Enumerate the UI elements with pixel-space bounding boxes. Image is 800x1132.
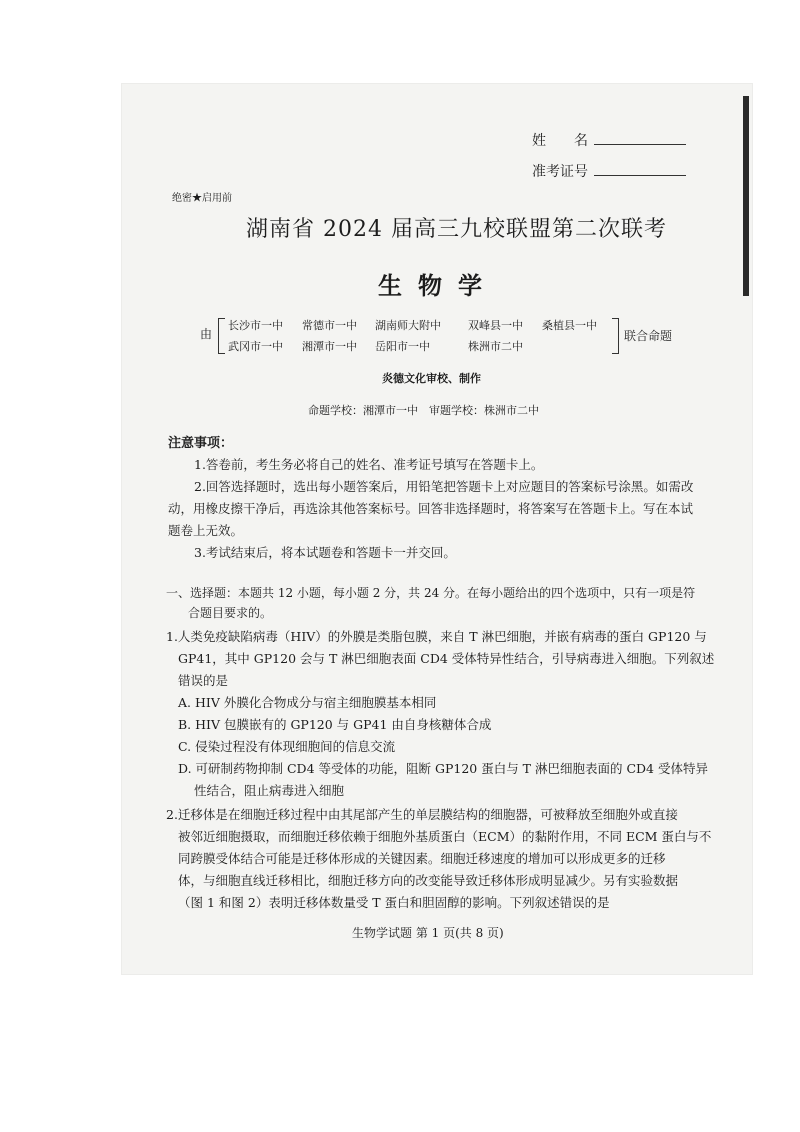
q2-stem-4: 体，与细胞直线迁移相比，细胞迁移方向的改变能导致迁移体形成明显减少。另有实验数据 [178,873,679,888]
school-brace-right [612,318,619,354]
subject-title: 生物学 [378,271,498,300]
secret-mark: 绝密★启用前 [172,193,232,204]
school-5: 桑植县一中 [542,319,597,332]
exam-id-field [532,161,686,181]
q1-option-d-cont: 性结合，阻止病毒进入细胞 [194,783,345,798]
joint-label: 联合命题 [624,329,673,343]
name-field [532,130,686,150]
q1-option-a: A. HIV 外膜化合物成分与宿主细胞膜基本相同 [178,695,437,710]
makers-line: 命题学校：湘潭市一中 审题学校：株洲市二中 [308,404,539,417]
notice-heading: 注意事项： [168,436,234,451]
by-label: 由 [200,327,213,341]
section1-heading: 一、选择题：本题共 12 小题，每小题 2 分，共 24 分。在每小题给出的四个选项中，只有一项是符 [166,586,696,600]
q1-option-b: B. HIV 包膜嵌有的 GP120 与 GP41 由自身核糖体合成 [178,717,492,732]
q1-stem-3: 错误的是 [178,673,229,688]
school-1: 长沙市一中 [228,319,283,332]
exam-title: 湖南省 2024 届高三九校联盟第二次联考 [246,217,667,242]
name-line [594,130,686,145]
scan-edge-shadow [743,96,749,296]
notice-item-2: 2.回答选择题时，选出每小题答案后，用铅笔把答题卡上对应题目的答案标号涂黑。如需改 [194,479,694,494]
notice-item-3: 3.考试结束后，将本试题卷和答题卡一并交回。 [194,545,456,560]
exam-id-line [594,161,686,176]
exam-id-label: 准考证号 [532,164,588,180]
q1-stem-2: GP41，其中 GP120 会与 T 淋巴细胞表面 CD4 受体特异性结合，引导病毒进入细胞。下列叙述 [178,651,715,666]
school-7: 湘潭市一中 [302,340,357,353]
notice-item-2-cont: 动，用橡皮擦干净后，再选涂其他答案标号。回答非选择题时，将答案写在答题卡上。写在本试 [168,501,694,516]
notice-item-1: 1.答卷前，考生务必将自己的姓名、准考证号填写在答题卡上。 [194,457,544,472]
school-9: 株洲市二中 [468,340,523,353]
school-2: 常德市一中 [302,319,357,332]
section1-heading-cont: 合题目要求的。 [188,606,273,620]
school-brace-left [218,318,225,354]
school-3: 湖南师大附中 [375,319,441,332]
page-footer: 生物学试题 第 1 页(共 8 页) [352,926,504,940]
name-label: 姓 名 [532,133,588,149]
notice-item-2-end: 题卷上无效。 [168,523,244,538]
q2-stem-3: 同跨膜受体结合可能是迁移体形成的关键因素。细胞迁移速度的增加可以形成更多的迁移 [178,851,666,866]
q2-stem-5: （图 1 和图 2）表明迁移体数量受 T 蛋白和胆固醇的影响。下列叙述错误的是 [178,895,610,910]
q2-stem-2: 被邻近细胞摄取，而细胞迁移依赖于细胞外基质蛋白（ECM）的黏附作用，不同 ECM 蛋白与不 [178,829,712,844]
q1-option-c: C. 侵染过程没有体现细胞间的信息交流 [178,739,396,754]
producer-line: 炎德文化审校、制作 [382,372,481,385]
q2-stem-1: 2.迁移体是在细胞迁移过程中由其尾部产生的单层膜结构的细胞器，可被释放至细胞外或直接 [166,807,678,822]
school-8: 岳阳市一中 [375,340,430,353]
q1-option-d: D. 可研制药物抑制 CD4 等受体的功能，阻断 GP120 蛋白与 T 淋巴细胞表面的 CD4 受体特异 [178,761,708,776]
q1-stem-1: 1.人类免疫缺陷病毒（HIV）的外膜是类脂包膜，来自 T 淋巴细胞，并嵌有病毒的蛋白 GP120 与 [166,629,707,644]
school-4: 双峰县一中 [468,319,523,332]
school-6: 武冈市一中 [228,340,283,353]
